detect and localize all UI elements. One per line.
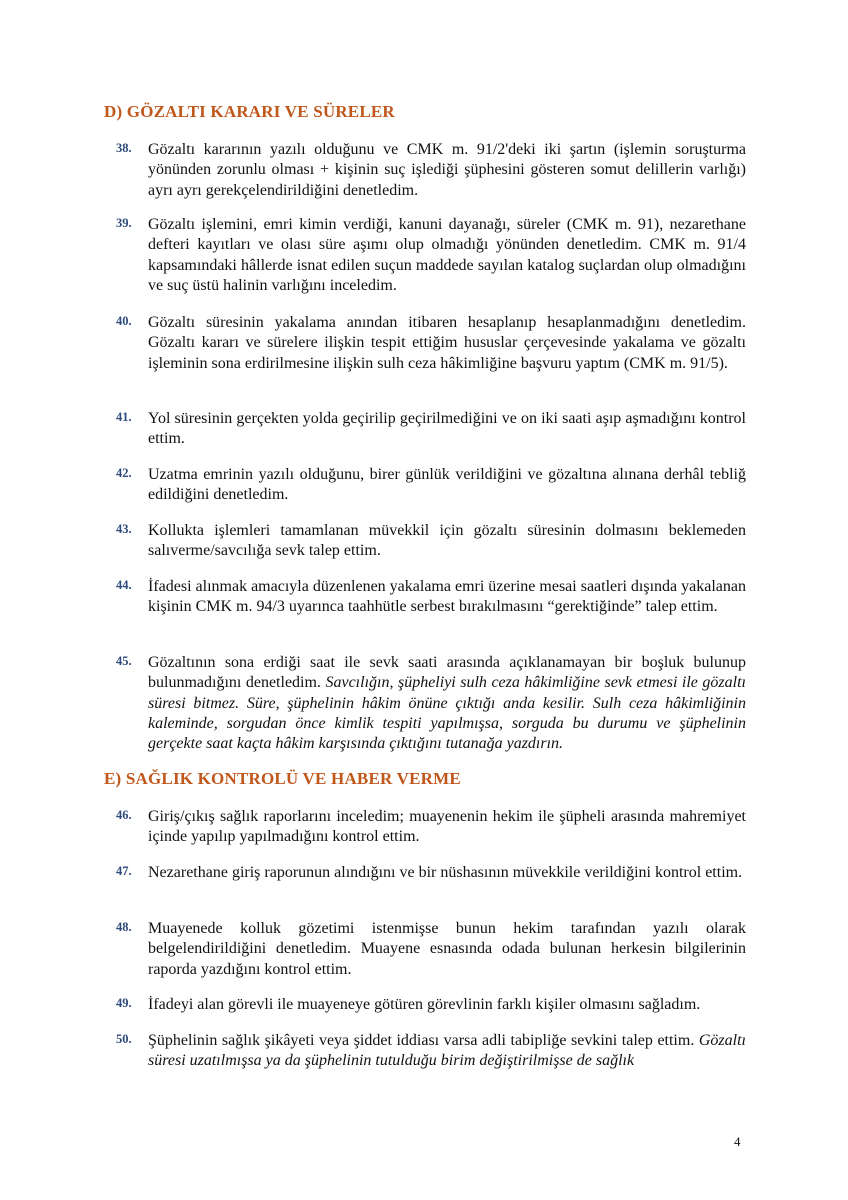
item-text [148,313,746,374]
section-heading-d: D) GÖZALTI KARARI VE SÜRELER [104,102,395,121]
item-text [148,653,746,754]
item-number: 38. [116,141,132,155]
item-text [148,995,746,1015]
list-item [104,1031,746,1072]
page-number: 4 [734,1134,741,1149]
item-italic-note: Gözaltı süresi uzatılmışsa ya da şüphelinin tutulduğu birim değiştirilmişse de sağlık [148,1032,746,1070]
list-item [104,313,746,374]
item-number: 40. [116,314,132,328]
list-item [104,465,746,506]
item-body: Gözaltı kararının yazılı olduğunu ve CMK m. 91/2'deki iki şartın (işlemin soruşturma yönünden zorunlu olması + kişinin suç işlediği şüphesini gösteren somut delillerin varlığı) ayrı ayrı gerekçelendirildiğini denetledim. [148,141,746,199]
item-number: 47. [116,864,132,878]
item-text [148,577,746,618]
item-italic-note: Savcılığın, şüpheliyi sulh ceza hâkimliğine sevk etmesi ile gözaltı süresi bitmez. Süre, şüphelinin hâkim önüne çıktığı anda kesilir. Sulh ceza hâkimliğinin kaleminde, sorgudan önce kimlik tespiti yapılmışsa, sorguda bu durumu ve şüphelinin gerçekte saat kaçta hâkim karşısında çıktığını tutanağa yazdırın. [148,674,746,753]
list-item [104,215,746,296]
item-text [148,465,746,506]
item-body: Kollukta işlemleri tamamlanan müvekkil için gözaltı süresinin dolmasını beklemeden salıverme/savcılığa sevk talep ettim. [148,522,746,560]
item-body: Yol süresinin gerçekten yolda geçirilip geçirilmediğini ve on iki saati aşıp aşmadığını kontrol ettim. [148,410,746,448]
list-item [104,995,746,1015]
item-text [148,919,746,980]
item-body: Muayenede kolluk gözetimi istenmişse bunun hekim tarafından yazılı olarak belgelendirildiğini denetledim. Muayene esnasında odada bulunan herkesin bilgilerinin raporda yazdığını kontrol ettim. [148,920,746,978]
list-item [104,140,746,201]
list-item [104,863,746,883]
item-number: 50. [116,1032,132,1046]
list-item [104,577,746,618]
item-number: 39. [116,216,132,230]
item-text [148,409,746,450]
item-body: Şüphelinin sağlık şikâyeti veya şiddet iddiası varsa adli tabipliğe sevkini talep ettim. [148,1032,699,1049]
item-number: 42. [116,466,132,480]
list-item [104,521,746,562]
item-body: Gözaltı süresinin yakalama anından itibaren hesaplanıp hesaplanmadığını denetledim. Gözaltı kararı ve sürelere ilişkin tespit ettiğim hususlar çerçevesinde yakalama ve gözaltı işleminin sona erdirilmesine ilişkin sulh ceza hâkimliğine başvuru yaptım (CMK m. 91/5). [148,314,746,372]
item-body: Giriş/çıkış sağlık raporlarını inceledim; muayenenin hekim ile şüpheli arasında mahremiyet içinde yapılıp yapılmadığını kontrol ettim. [148,808,746,846]
item-text [148,1031,746,1072]
item-body: Uzatma emrinin yazılı olduğunu, birer günlük verildiğini ve gözaltına alınana derhâl tebliğ edildiğini denetledim. [148,466,746,504]
item-number: 46. [116,808,132,822]
item-number: 41. [116,410,132,424]
item-text [148,215,746,296]
item-text [148,807,746,848]
item-number: 43. [116,522,132,536]
item-body: Gözaltının sona erdiği saat ile sevk saati arasında açıklanamayan bir boşluk bulunup bulunmadığını denetledim. [148,654,746,692]
list-item [104,807,746,848]
item-body: Gözaltı işlemini, emri kimin verdiği, kanuni dayanağı, süreler (CMK m. 91), nezarethane defteri kayıtları ve olası süre aşımı olup olmadığı yönünden denetledim. CMK m. 91/4 kapsamındaki hâllerde isnat edilen suçun maddede sayılan katalog suçlardan olup olmadığını ve suç üstü halinin varlığını inceledim. [148,216,746,294]
item-text [148,140,746,201]
item-number: 48. [116,920,132,934]
list-item [104,919,746,980]
item-text [148,521,746,562]
item-body: Nezarethane giriş raporunun alındığını ve bir nüshasının müvekkile verildiğini kontrol ettim. [148,864,743,881]
item-body: İfadeyi alan görevli ile muayeneye götüren görevlinin farklı kişiler olmasını sağladım. [148,996,701,1013]
item-body: İfadesi alınmak amacıyla düzenlenen yakalama emri üzerine mesai saatleri dışında yakalanan kişinin CMK m. 94/3 uyarınca taahhütle serbest bırakılmasını “gerektiğinde” talep ettim. [148,578,746,616]
item-number: 45. [116,654,132,668]
item-text [148,863,746,883]
item-number: 44. [116,578,132,592]
list-item [104,409,746,450]
item-number: 49. [116,996,132,1010]
list-item [104,653,746,754]
section-heading-e: E) SAĞLIK KONTROLÜ VE HABER VERME [104,769,461,788]
